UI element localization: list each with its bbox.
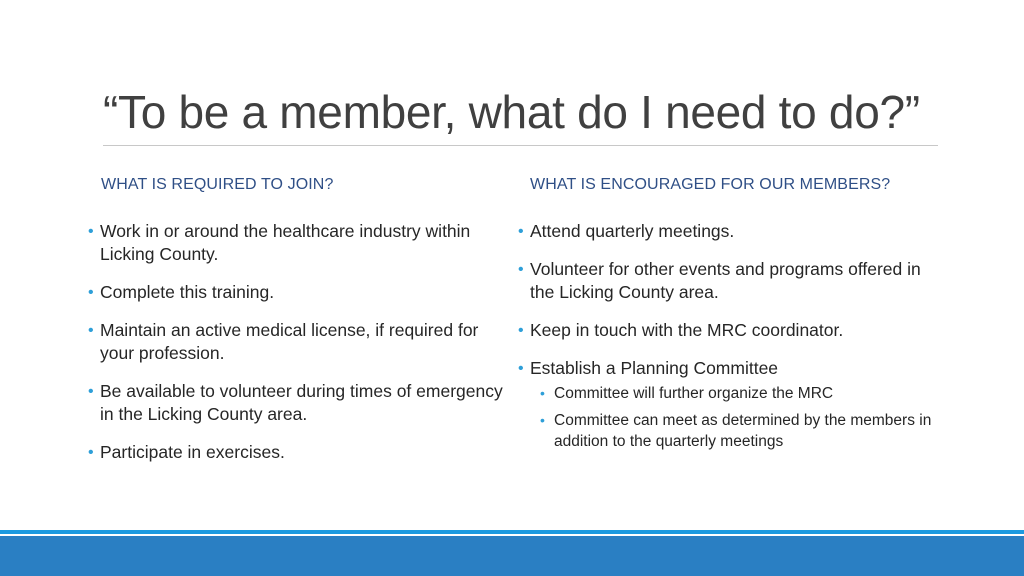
list-item [88,441,508,464]
list-item [518,258,938,304]
bullet-icon: • [518,322,524,339]
list-item [88,281,508,304]
list-item-text: Keep in touch with the MRC coordinator. [530,320,844,340]
sub-list-item [530,383,938,404]
list-item-text: Maintain an active medical license, if required for your profession. [100,320,479,363]
bullet-icon: • [540,412,545,428]
list-item-text: Attend quarterly meetings. [530,221,735,241]
list-item-text: Complete this training. [100,282,275,302]
title-divider [103,145,938,146]
bullet-icon: • [88,284,94,301]
list-item-text: Establish a Planning Committee [530,358,779,378]
sub-list-item-text: Committee can meet as determined by the members in addition to the quarterly meetings [554,412,932,450]
bullet-icon: • [88,383,94,400]
list-item-text: Be available to volunteer during times of emergency in the Licking County area. [100,381,503,424]
footer-stripe [0,530,1024,534]
list-item [518,220,938,243]
bullet-icon: • [88,223,94,240]
list-item-text: Volunteer for other events and programs offered in the Licking County area. [530,259,921,302]
encouraged-list [518,220,938,467]
list-item-text: Participate in exercises. [100,442,285,462]
bullet-icon: • [518,223,524,240]
bullet-icon: • [88,444,94,461]
list-item-text: Work in or around the healthcare industry within Licking County. [100,221,471,264]
sub-list-item [530,410,938,452]
footer-bar [0,536,1024,576]
sub-list [530,383,938,452]
slide-title: “To be a member, what do I need to do?” [103,86,920,138]
sub-list-item-text: Committee will further organize the MRC [554,385,834,402]
requirements-list [88,220,508,479]
list-item [88,319,508,365]
right-column-heading: WHAT IS ENCOURAGED FOR OUR MEMBERS? [530,176,891,193]
bullet-icon: • [518,261,524,278]
bullet-icon: • [518,360,524,377]
list-item [88,380,508,426]
bullet-icon: • [88,322,94,339]
bullet-icon: • [540,385,545,401]
list-item [518,357,938,452]
left-column-heading: WHAT IS REQUIRED TO JOIN? [101,176,334,193]
list-item [518,319,938,342]
list-item [88,220,508,266]
